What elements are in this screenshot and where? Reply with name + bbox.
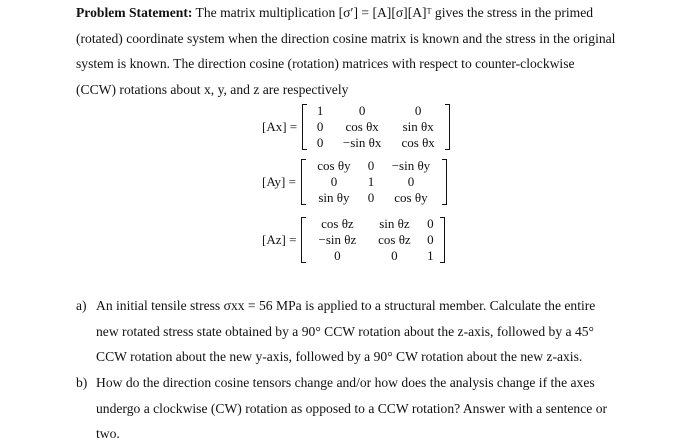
problem-line-1: Problem Statement: The matrix multiplication [σ′] = [A][σ][A]ᵀ gives the stress in the primed <box>76 5 594 20</box>
matrix-cell: 1 <box>367 174 375 189</box>
matrix-cell: cos θy <box>317 158 351 173</box>
matrix-cell: sin θy <box>318 190 350 205</box>
question-a-line: An initial tensile stress σxx = 56 MPa is applied to a structural member. Calculate the entire <box>96 298 596 313</box>
matrix-az-body <box>300 216 446 264</box>
question-a-line: CCW rotation about the new y-axis, followed by a 90° CW rotation about the new z-axis. <box>96 349 583 364</box>
matrix-ax-body <box>301 103 451 151</box>
matrix-cell: 0 <box>330 174 338 189</box>
matrix-cell: 0 <box>414 103 422 118</box>
matrix-cell: 0 <box>358 103 366 118</box>
matrix-ax <box>262 103 451 151</box>
problem-line-3: system is known. The direction cosine (rotation) matrices with respect to counter-clockwise <box>76 56 575 71</box>
matrix-cell: −sin θz <box>318 232 357 247</box>
matrix-cell: cos θy <box>394 190 428 205</box>
matrix-cell: 0 <box>334 248 341 263</box>
matrix-az <box>262 216 446 264</box>
matrix-ay-body <box>300 158 448 206</box>
problem-line-2: (rotated) coordinate system when the direction cosine matrix is known and the stress in the original <box>76 30 616 46</box>
matrix-cell: 0 <box>391 248 398 263</box>
question-b-label: b) <box>76 375 88 390</box>
question-b-line: undergo a clockwise (CW) rotation as opposed to a CCW rotation? Answer with a sentence or <box>96 400 608 416</box>
matrix-cell: 0 <box>367 190 375 205</box>
matrix-cell: sin θx <box>402 119 434 134</box>
matrix-ax-label: [Ax] = <box>262 119 298 134</box>
matrix-cell: 0 <box>427 216 434 231</box>
question-b-line: How do the direction cosine tensors change and/or how does the analysis change if the axes <box>96 375 595 390</box>
problem-heading: Problem Statement: <box>76 5 193 20</box>
problem-line-4: (CCW) rotations about x, y, and z are respectively <box>76 81 349 97</box>
matrix-cell: −sin θy <box>391 158 431 173</box>
matrix-cell: 0 <box>316 135 324 150</box>
question-a-text <box>96 293 636 370</box>
matrix-cell: 0 <box>316 119 324 134</box>
matrix-cell: cos θz <box>321 216 354 231</box>
matrix-cell: 1 <box>316 103 324 118</box>
matrix-cell: sin θz <box>379 216 410 231</box>
question-b-text <box>96 370 636 447</box>
question-a-line: new rotated stress state obtained by a 90° CCW rotation about the z-axis, followed by a 45° <box>96 323 594 339</box>
matrix-cell: 0 <box>367 158 375 173</box>
matrix-cell: cos θz <box>378 232 411 247</box>
question-b-line: two. <box>96 426 120 441</box>
matrix-ay <box>262 158 448 206</box>
matrix-cell: cos θx <box>345 119 379 134</box>
matrix-cell: 1 <box>427 248 434 263</box>
matrix-cell: −sin θx <box>342 135 382 150</box>
matrix-ay-label: [Ay] = <box>262 174 296 189</box>
matrix-cell: cos θx <box>401 135 435 150</box>
problem-statement <box>76 0 631 102</box>
matrix-az-label: [Az] = <box>262 232 297 247</box>
question-a-label: a) <box>76 298 87 313</box>
matrix-cell: 0 <box>427 232 434 247</box>
matrix-cell: 0 <box>407 174 415 189</box>
